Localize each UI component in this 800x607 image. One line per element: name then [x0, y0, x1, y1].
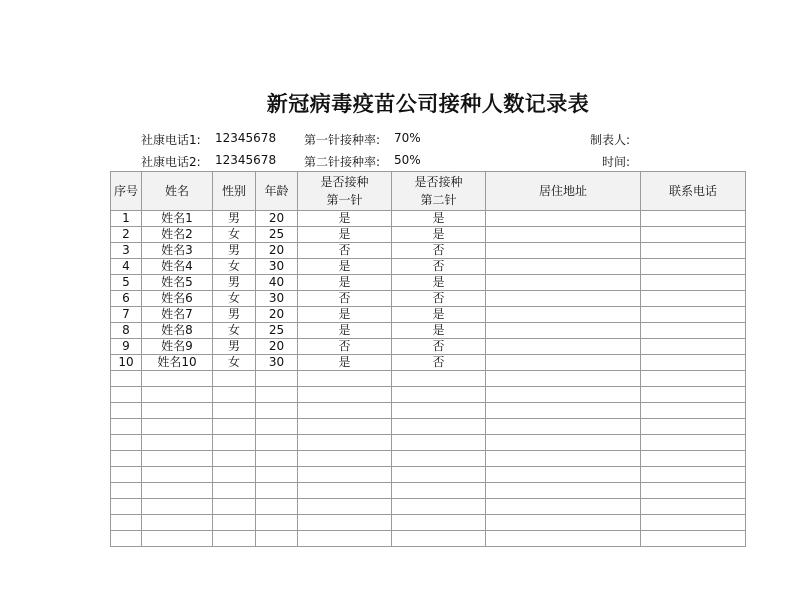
- cell-col-dose1[interactable]: 是: [298, 275, 392, 291]
- cell-col-dose1[interactable]: 否: [298, 243, 392, 259]
- cell-col-gender[interactable]: 女: [213, 259, 256, 275]
- table-row: [111, 259, 746, 275]
- cell-col-address[interactable]: [486, 435, 641, 451]
- cell-col-name[interactable]: 姓名7: [142, 307, 213, 323]
- cell-col-dose1[interactable]: 是: [298, 227, 392, 243]
- cell-col-phone[interactable]: [641, 323, 746, 339]
- cell-col-address[interactable]: [486, 531, 641, 547]
- cell-col-index[interactable]: 3: [111, 243, 142, 259]
- cell-col-gender[interactable]: [213, 499, 256, 515]
- cell-col-gender[interactable]: 男: [213, 211, 256, 227]
- cell-col-dose1[interactable]: 是: [298, 307, 392, 323]
- table-row: [111, 339, 746, 355]
- header-col-index[interactable]: 序号: [111, 172, 142, 211]
- cell-col-address[interactable]: [486, 307, 641, 323]
- table-row: [111, 371, 746, 387]
- cell-col-address[interactable]: [486, 467, 641, 483]
- cell-col-address[interactable]: [486, 227, 641, 243]
- cell-col-name[interactable]: [142, 403, 213, 419]
- cell-col-age[interactable]: [256, 435, 298, 451]
- cell-col-name[interactable]: 姓名8: [142, 323, 213, 339]
- cell-col-name[interactable]: [142, 515, 213, 531]
- header-col-dose1[interactable]: 是否接种 第一针: [298, 172, 392, 211]
- cell-col-address[interactable]: [486, 499, 641, 515]
- cell-col-dose2[interactable]: [392, 387, 486, 403]
- cell-col-age[interactable]: 40: [256, 275, 298, 291]
- cell-col-address[interactable]: [486, 211, 641, 227]
- time-label: 时间:: [602, 155, 631, 169]
- cell-col-index[interactable]: [111, 419, 142, 435]
- cell-col-index[interactable]: [111, 435, 142, 451]
- header-col-dose2[interactable]: 是否接种 第二针: [392, 172, 486, 211]
- table-row: [111, 227, 746, 243]
- cell-col-dose1[interactable]: [298, 387, 392, 403]
- header-col-gender[interactable]: 性别: [213, 172, 256, 211]
- cell-col-dose2[interactable]: 否: [392, 291, 486, 307]
- cell-col-phone[interactable]: [641, 227, 746, 243]
- cell-col-dose2[interactable]: 是: [392, 275, 486, 291]
- cell-col-gender[interactable]: 女: [213, 323, 256, 339]
- cell-col-phone[interactable]: [641, 499, 746, 515]
- table-row: [111, 275, 746, 291]
- cell-col-gender[interactable]: [213, 435, 256, 451]
- table-row: [111, 355, 746, 371]
- cell-col-phone[interactable]: [641, 467, 746, 483]
- cell-col-gender[interactable]: 女: [213, 355, 256, 371]
- cell-col-dose2[interactable]: [392, 435, 486, 451]
- cell-col-index[interactable]: [111, 483, 142, 499]
- cell-col-dose2[interactable]: [392, 403, 486, 419]
- table-row: [111, 323, 746, 339]
- cell-col-address[interactable]: [486, 483, 641, 499]
- cell-col-gender[interactable]: [213, 419, 256, 435]
- cell-col-address[interactable]: [486, 387, 641, 403]
- cell-col-dose1[interactable]: 是: [298, 211, 392, 227]
- cell-col-age[interactable]: 30: [256, 355, 298, 371]
- cell-col-dose1[interactable]: 是: [298, 323, 392, 339]
- cell-col-index[interactable]: [111, 387, 142, 403]
- phone2-label: 社康电话2:: [141, 155, 201, 169]
- cell-col-gender[interactable]: 女: [213, 227, 256, 243]
- cell-col-phone[interactable]: [641, 483, 746, 499]
- cell-col-dose1[interactable]: [298, 531, 392, 547]
- cell-col-dose2[interactable]: 否: [392, 355, 486, 371]
- cell-col-name[interactable]: 姓名10: [142, 355, 213, 371]
- cell-col-index[interactable]: [111, 467, 142, 483]
- cell-col-name[interactable]: 姓名2: [142, 227, 213, 243]
- cell-col-dose2[interactable]: 是: [392, 211, 486, 227]
- table-row: [111, 387, 746, 403]
- table-row: [111, 403, 746, 419]
- cell-col-index[interactable]: 7: [111, 307, 142, 323]
- cell-col-gender[interactable]: [213, 515, 256, 531]
- cell-col-dose2[interactable]: [392, 467, 486, 483]
- cell-col-address[interactable]: [486, 515, 641, 531]
- table-row: [111, 451, 746, 467]
- cell-col-age[interactable]: [256, 531, 298, 547]
- cell-col-phone[interactable]: [641, 291, 746, 307]
- cell-col-dose2[interactable]: [392, 451, 486, 467]
- cell-col-dose2[interactable]: [392, 515, 486, 531]
- cell-col-gender[interactable]: [213, 483, 256, 499]
- cell-col-address[interactable]: [486, 355, 641, 371]
- cell-col-age[interactable]: 20: [256, 339, 298, 355]
- cell-col-index[interactable]: 2: [111, 227, 142, 243]
- cell-col-name[interactable]: 姓名9: [142, 339, 213, 355]
- cell-col-age[interactable]: 20: [256, 211, 298, 227]
- cell-col-gender[interactable]: [213, 371, 256, 387]
- cell-col-dose1[interactable]: 否: [298, 291, 392, 307]
- table-body: [111, 211, 746, 547]
- table-header: [111, 172, 746, 211]
- cell-col-age[interactable]: 30: [256, 291, 298, 307]
- cell-col-age[interactable]: [256, 467, 298, 483]
- cell-col-dose2[interactable]: [392, 419, 486, 435]
- cell-col-index[interactable]: 5: [111, 275, 142, 291]
- cell-col-dose1[interactable]: [298, 371, 392, 387]
- cell-col-phone[interactable]: [641, 211, 746, 227]
- cell-col-name[interactable]: 姓名5: [142, 275, 213, 291]
- cell-col-dose1[interactable]: [298, 483, 392, 499]
- cell-col-gender[interactable]: [213, 451, 256, 467]
- cell-col-dose2[interactable]: 是: [392, 307, 486, 323]
- cell-col-dose2[interactable]: [392, 371, 486, 387]
- cell-col-dose1[interactable]: [298, 451, 392, 467]
- cell-col-dose2[interactable]: 否: [392, 243, 486, 259]
- cell-col-address[interactable]: [486, 291, 641, 307]
- cell-col-dose2[interactable]: 否: [392, 259, 486, 275]
- cell-col-age[interactable]: 20: [256, 307, 298, 323]
- cell-col-address[interactable]: [486, 259, 641, 275]
- cell-col-index[interactable]: 6: [111, 291, 142, 307]
- cell-col-age[interactable]: [256, 419, 298, 435]
- dose2-rate-value[interactable]: 50%: [394, 153, 421, 167]
- table-row: [111, 291, 746, 307]
- cell-col-gender[interactable]: [213, 403, 256, 419]
- dose1-rate-value[interactable]: 70%: [394, 131, 421, 145]
- table-row: [111, 467, 746, 483]
- cell-col-dose2[interactable]: 否: [392, 339, 486, 355]
- cell-col-age[interactable]: [256, 515, 298, 531]
- cell-col-age[interactable]: [256, 371, 298, 387]
- cell-col-gender[interactable]: 男: [213, 275, 256, 291]
- sheet-title: 新冠病毒疫苗公司接种人数记录表: [266, 92, 590, 116]
- phone1-label: 社康电话1:: [141, 133, 201, 147]
- header-col-name[interactable]: 姓名: [142, 172, 213, 211]
- header-row: [111, 172, 746, 211]
- cell-col-phone[interactable]: [641, 531, 746, 547]
- cell-col-phone[interactable]: [641, 403, 746, 419]
- cell-col-phone[interactable]: [641, 371, 746, 387]
- cell-col-gender[interactable]: 男: [213, 307, 256, 323]
- cell-col-gender[interactable]: [213, 531, 256, 547]
- cell-col-dose2[interactable]: [392, 499, 486, 515]
- cell-col-index[interactable]: [111, 499, 142, 515]
- cell-col-address[interactable]: [486, 323, 641, 339]
- cell-col-phone[interactable]: [641, 435, 746, 451]
- cell-col-index[interactable]: 9: [111, 339, 142, 355]
- table-row: [111, 515, 746, 531]
- cell-col-dose1[interactable]: [298, 467, 392, 483]
- cell-col-age[interactable]: 25: [256, 227, 298, 243]
- cell-col-name[interactable]: 姓名1: [142, 211, 213, 227]
- table-row: [111, 243, 746, 259]
- cell-col-name[interactable]: [142, 371, 213, 387]
- cell-col-phone[interactable]: [641, 451, 746, 467]
- cell-col-phone[interactable]: [641, 355, 746, 371]
- cell-col-address[interactable]: [486, 243, 641, 259]
- cell-col-phone[interactable]: [641, 243, 746, 259]
- cell-col-phone[interactable]: [641, 307, 746, 323]
- table-row: [111, 499, 746, 515]
- cell-col-index[interactable]: [111, 371, 142, 387]
- table-row: [111, 211, 746, 227]
- cell-col-index[interactable]: [111, 515, 142, 531]
- cell-col-dose1[interactable]: 否: [298, 339, 392, 355]
- cell-col-gender[interactable]: [213, 467, 256, 483]
- table-row: [111, 531, 746, 547]
- cell-col-address[interactable]: [486, 419, 641, 435]
- header-col-age[interactable]: 年龄: [256, 172, 298, 211]
- cell-col-index[interactable]: 8: [111, 323, 142, 339]
- table-row: [111, 307, 746, 323]
- cell-col-name[interactable]: 姓名4: [142, 259, 213, 275]
- cell-col-age[interactable]: 25: [256, 323, 298, 339]
- cell-col-index[interactable]: [111, 451, 142, 467]
- cell-col-address[interactable]: [486, 371, 641, 387]
- cell-col-dose2[interactable]: 是: [392, 323, 486, 339]
- dose1-rate-label: 第一针接种率:: [304, 133, 381, 147]
- cell-col-phone[interactable]: [641, 259, 746, 275]
- cell-col-address[interactable]: [486, 275, 641, 291]
- cell-col-dose1[interactable]: [298, 419, 392, 435]
- cell-col-gender[interactable]: [213, 387, 256, 403]
- maker-label: 制表人:: [590, 133, 631, 147]
- cell-col-dose1[interactable]: [298, 499, 392, 515]
- cell-col-index[interactable]: [111, 403, 142, 419]
- cell-col-dose1[interactable]: [298, 515, 392, 531]
- cell-col-phone[interactable]: [641, 339, 746, 355]
- cell-col-gender[interactable]: 男: [213, 243, 256, 259]
- cell-col-name[interactable]: [142, 483, 213, 499]
- cell-col-address[interactable]: [486, 451, 641, 467]
- cell-col-age[interactable]: 20: [256, 243, 298, 259]
- cell-col-index[interactable]: 1: [111, 211, 142, 227]
- phone1-value[interactable]: 12345678: [215, 131, 277, 145]
- cell-col-phone[interactable]: [641, 275, 746, 291]
- cell-col-age[interactable]: [256, 499, 298, 515]
- cell-col-phone[interactable]: [641, 515, 746, 531]
- cell-col-age[interactable]: [256, 387, 298, 403]
- table-row: [111, 419, 746, 435]
- cell-col-dose2[interactable]: [392, 483, 486, 499]
- cell-col-gender[interactable]: 女: [213, 291, 256, 307]
- cell-col-name[interactable]: [142, 435, 213, 451]
- vaccination-table: [110, 171, 746, 547]
- cell-col-age[interactable]: [256, 403, 298, 419]
- cell-col-name[interactable]: [142, 467, 213, 483]
- cell-col-dose2[interactable]: 是: [392, 227, 486, 243]
- header-col-address[interactable]: 居住地址: [486, 172, 641, 211]
- cell-col-name[interactable]: [142, 419, 213, 435]
- phone2-value[interactable]: 12345678: [215, 153, 277, 167]
- cell-col-phone[interactable]: [641, 387, 746, 403]
- cell-col-dose1[interactable]: [298, 403, 392, 419]
- cell-col-phone[interactable]: [641, 419, 746, 435]
- cell-col-age[interactable]: 30: [256, 259, 298, 275]
- cell-col-name[interactable]: 姓名6: [142, 291, 213, 307]
- cell-col-age[interactable]: [256, 451, 298, 467]
- cell-col-name[interactable]: [142, 531, 213, 547]
- cell-col-dose1[interactable]: 是: [298, 259, 392, 275]
- cell-col-address[interactable]: [486, 403, 641, 419]
- header-col-phone[interactable]: 联系电话: [641, 172, 746, 211]
- table-row: [111, 483, 746, 499]
- cell-col-dose2[interactable]: [392, 531, 486, 547]
- cell-col-dose1[interactable]: [298, 435, 392, 451]
- cell-col-name[interactable]: [142, 387, 213, 403]
- cell-col-age[interactable]: [256, 483, 298, 499]
- cell-col-index[interactable]: 4: [111, 259, 142, 275]
- table-row: [111, 435, 746, 451]
- cell-col-dose1[interactable]: 是: [298, 355, 392, 371]
- cell-col-name[interactable]: 姓名3: [142, 243, 213, 259]
- cell-col-name[interactable]: [142, 499, 213, 515]
- dose2-rate-label: 第二针接种率:: [304, 155, 381, 169]
- cell-col-name[interactable]: [142, 451, 213, 467]
- cell-col-index[interactable]: 10: [111, 355, 142, 371]
- cell-col-address[interactable]: [486, 339, 641, 355]
- cell-col-gender[interactable]: 男: [213, 339, 256, 355]
- cell-col-index[interactable]: [111, 531, 142, 547]
